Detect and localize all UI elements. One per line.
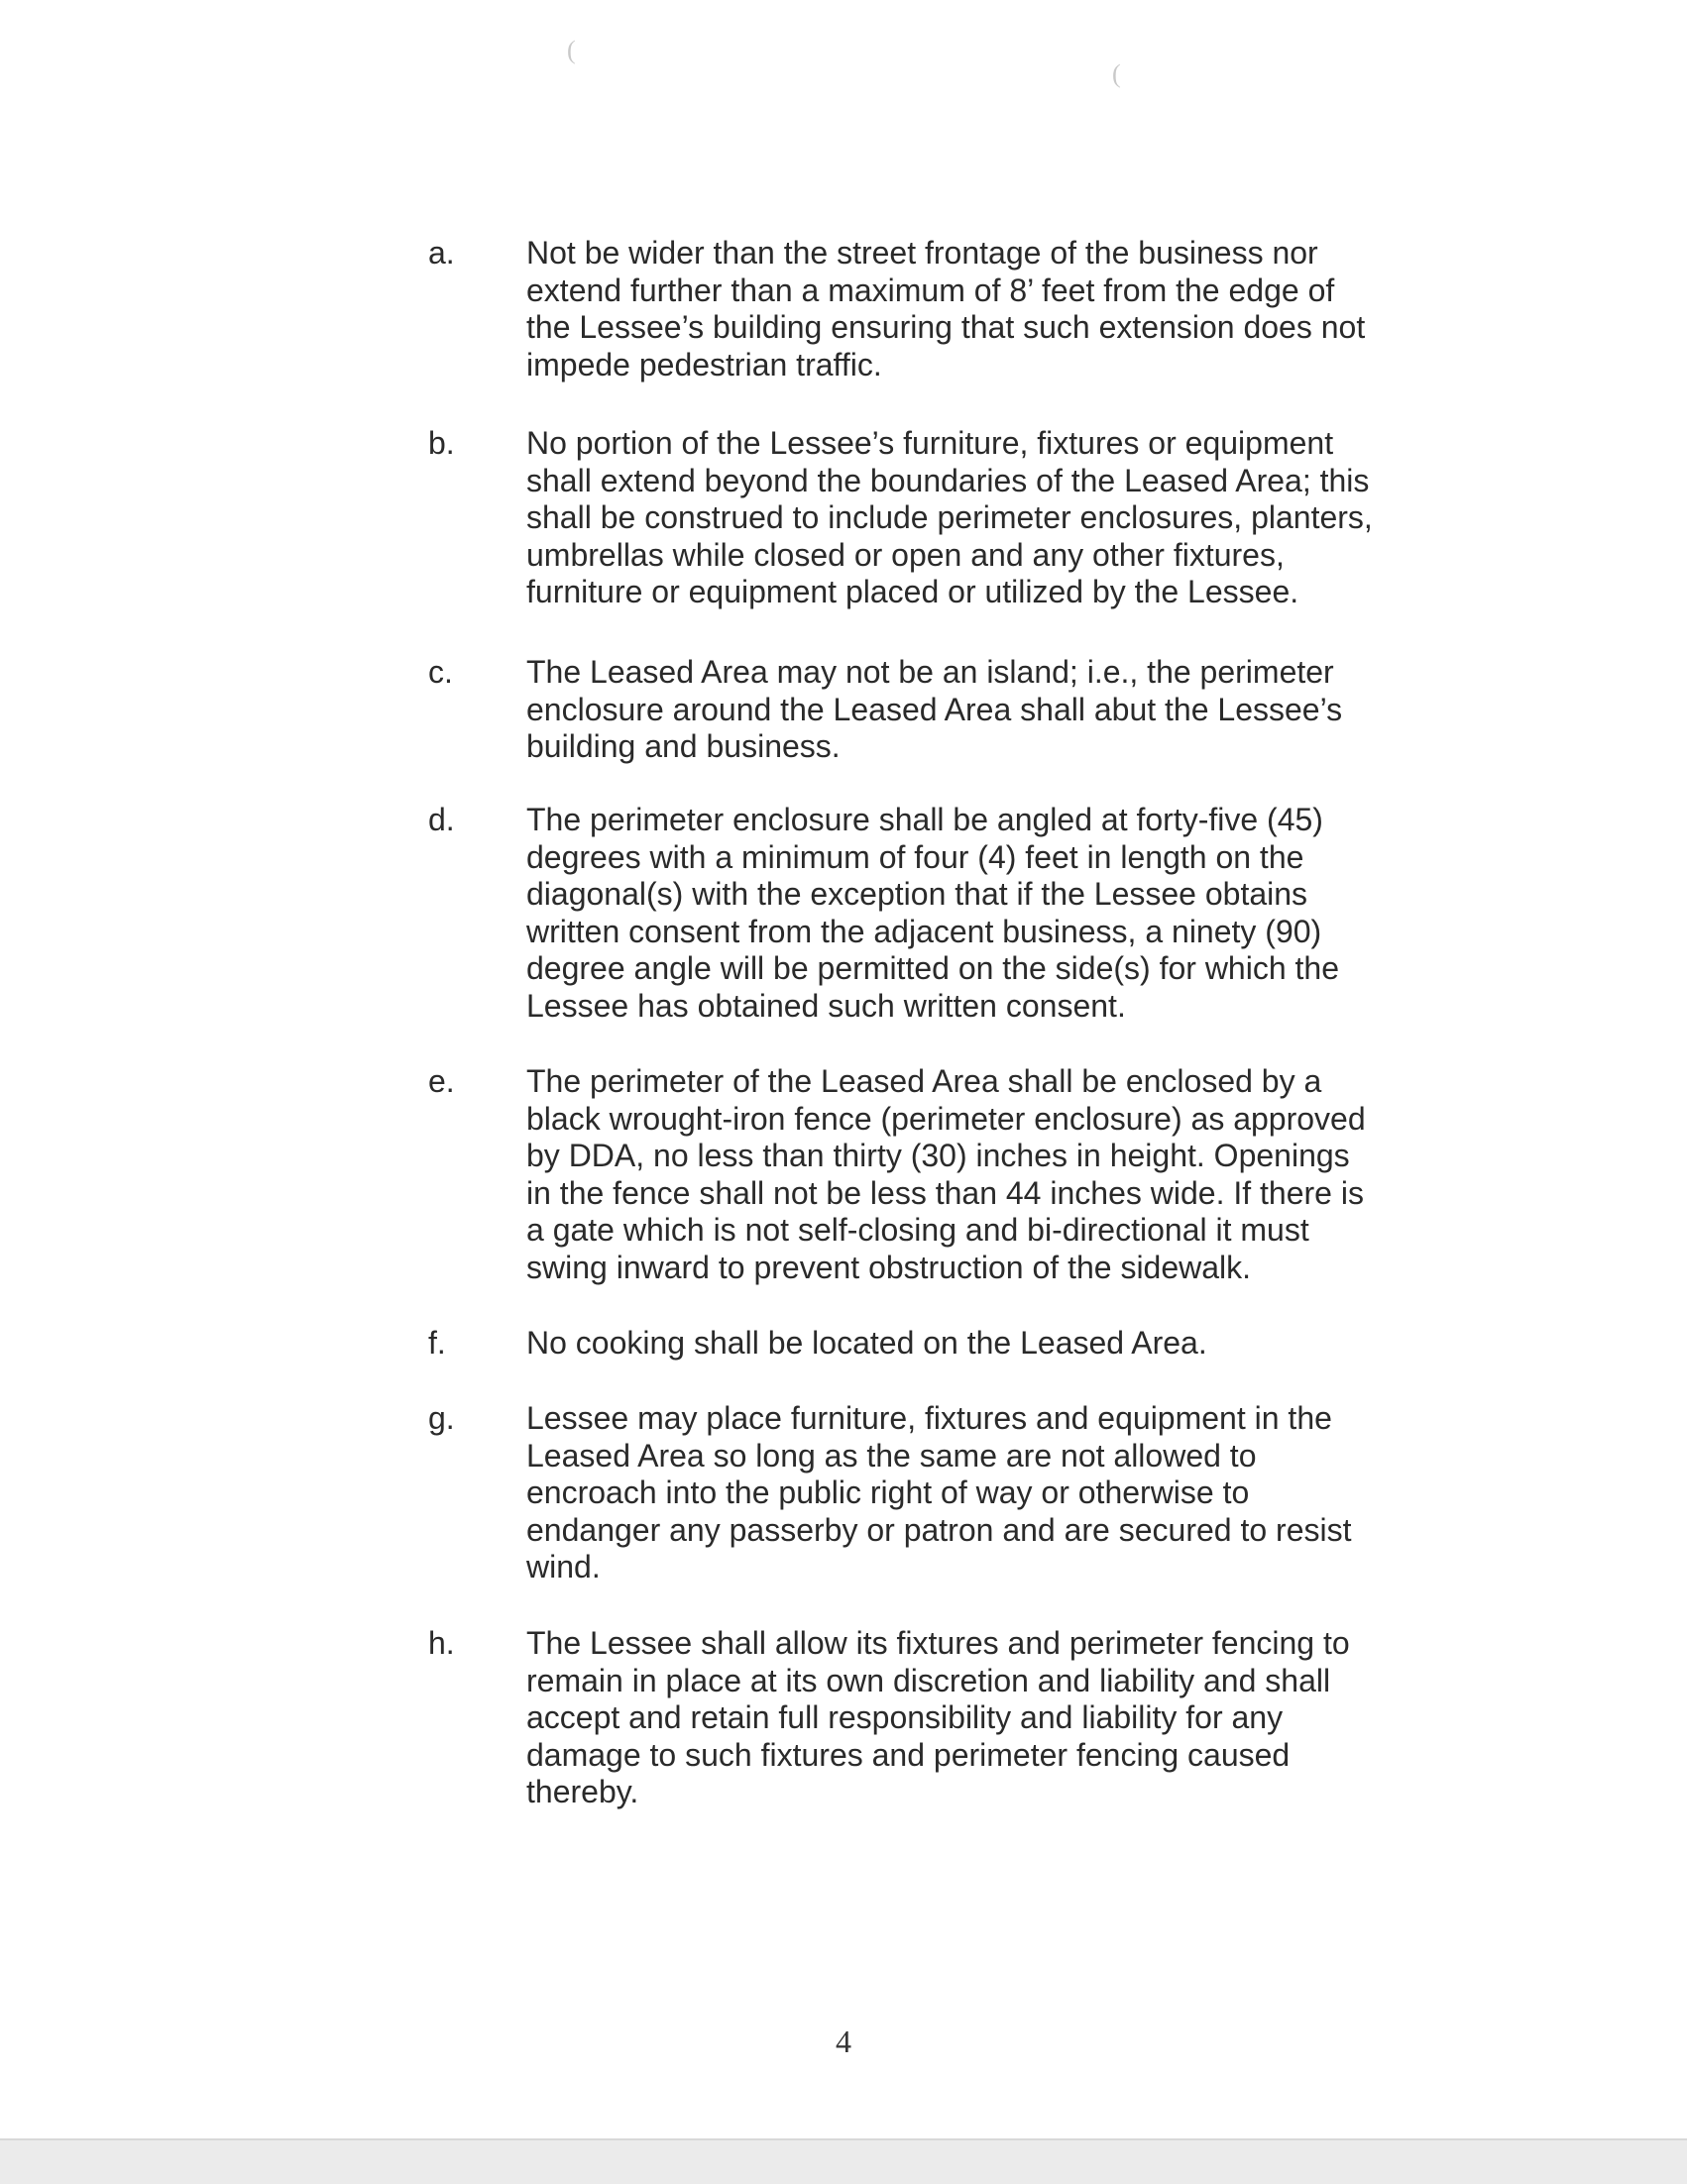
- item-letter: g.: [428, 1400, 455, 1436]
- item-text: No cooking shall be located on the Leased Area.: [526, 1325, 1207, 1361]
- item-letter: c.: [428, 654, 453, 690]
- item-text: The Leased Area may not be an island; i.e., the perimeter enclosure around the Leased Area shall abut the Lessee’s building and business.: [526, 654, 1343, 764]
- item-letter: f.: [428, 1325, 446, 1361]
- scan-mark: (: [567, 36, 576, 64]
- item-letter: a.: [428, 235, 455, 271]
- item-text: The perimeter enclosure shall be angled at forty-five (45) degrees with a minimum of four (4) feet in length on the diagonal(s) with the exception that if the Lessee obtains written consent from the adjacent business, a ninety (90) degree angle will be permitted on the side(s) for which the Lessee has obtained such written consent.: [526, 802, 1339, 1024]
- item-text: The perimeter of the Leased Area shall be enclosed by a black wrought-iron fence (perimeter enclosure) as approved by DDA, no less than thirty (30) inches in height. Openings in the fence shall not be less than 44 inches wide. If there is a gate which is not self-closing and bi-directional it must swing inward to prevent obstruction of the sidewalk.: [526, 1063, 1366, 1285]
- item-text: Not be wider than the street frontage of the business nor extend further than a maximum of 8’ feet from the edge of the Lessee’s building ensuring that such extension does not impede pedestrian traffic.: [526, 235, 1366, 382]
- item-text: No portion of the Lessee’s furniture, fixtures or equipment shall extend beyond the boundaries of the Leased Area; this shall be construed to include perimeter enclosures, planters, umbrellas while closed or open and any other fixtures, furniture or equipment placed or utilized by the Lessee.: [526, 425, 1373, 609]
- scan-mark: (: [1112, 59, 1121, 88]
- item-text: The Lessee shall allow its fixtures and perimeter fencing to remain in place at its own discretion and liability and shall accept and retain full responsibility and liability for any damage to such fixtures and perimeter fencing caused thereby.: [526, 1625, 1350, 1809]
- scanner-bottom-edge: [0, 2138, 1687, 2184]
- item-text: Lessee may place furniture, fixtures and equipment in the Leased Area so long as the same are not allowed to encroach into the public right of way or otherwise to endanger any passerby or patron and are secured to resist wind.: [526, 1400, 1352, 1584]
- page-number: 4: [836, 2023, 851, 2059]
- item-letter: d.: [428, 802, 455, 837]
- item-letter: e.: [428, 1063, 455, 1099]
- item-letter: h.: [428, 1625, 455, 1661]
- item-letter: b.: [428, 425, 455, 461]
